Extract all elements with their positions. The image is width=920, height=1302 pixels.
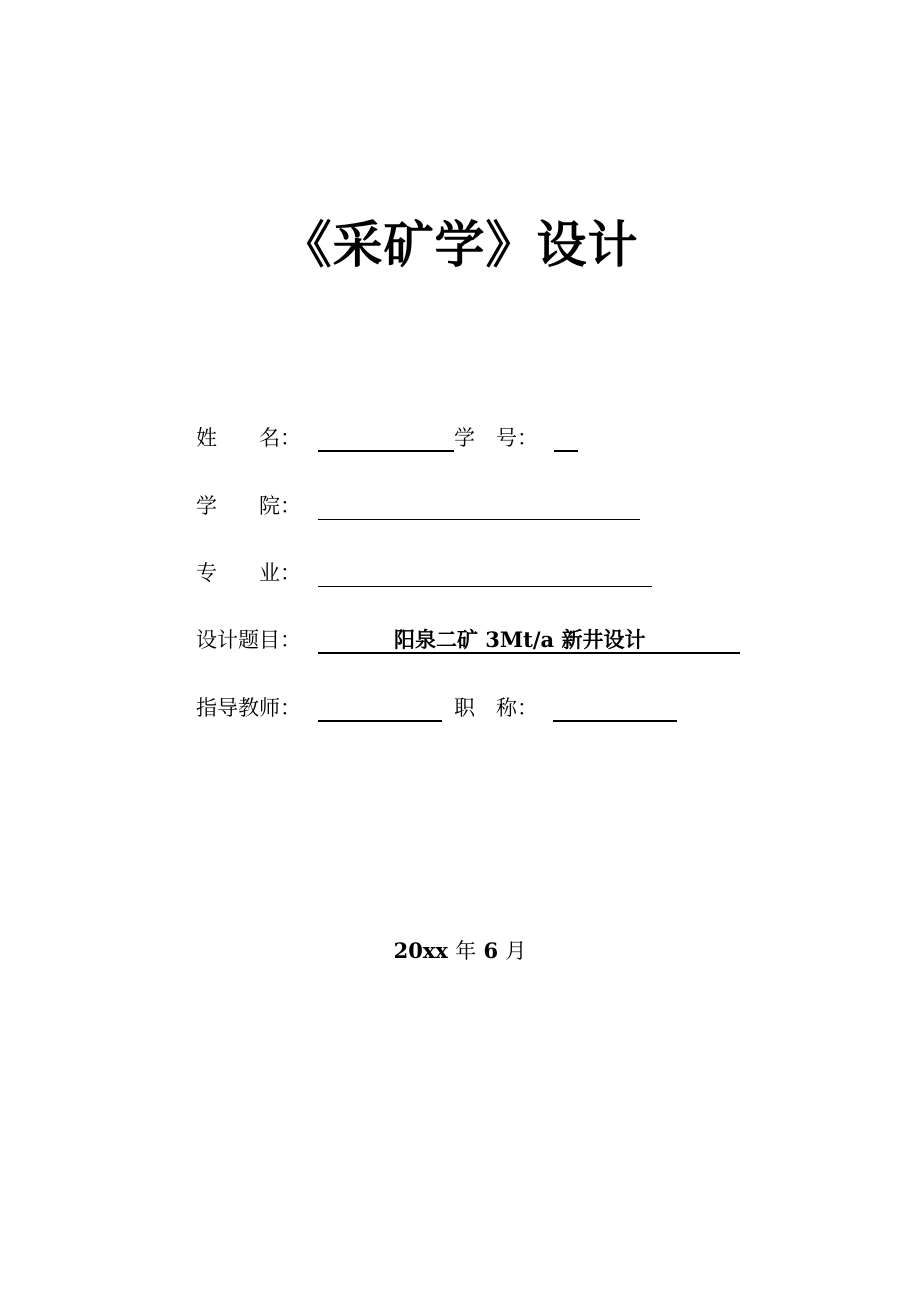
topic-row bbox=[196, 623, 756, 657]
date-year: 20xx bbox=[393, 938, 448, 963]
advisor-label: 指导教师： bbox=[196, 696, 301, 720]
date-year-unit: 年 bbox=[455, 939, 477, 963]
advisor-row bbox=[196, 691, 696, 725]
major-row bbox=[196, 556, 666, 590]
advisor-field[interactable] bbox=[318, 720, 442, 722]
date-month-unit: 月 bbox=[505, 939, 527, 963]
college-row bbox=[196, 489, 656, 523]
topic-value: 阳泉二矿 3Mt/a 新井设计 bbox=[394, 627, 646, 652]
student-id-field[interactable] bbox=[554, 450, 578, 452]
college-field[interactable] bbox=[318, 519, 640, 520]
name-field[interactable] bbox=[318, 450, 454, 452]
rank-label: 职 称： bbox=[454, 696, 538, 720]
major-label: 专 业： bbox=[196, 561, 301, 585]
document-date bbox=[0, 934, 920, 968]
document-title: 《采矿学》设计 bbox=[281, 216, 639, 274]
date-month: 6 bbox=[483, 938, 499, 963]
major-field[interactable] bbox=[318, 586, 652, 587]
topic-label: 设计题目： bbox=[196, 628, 301, 652]
rank-field[interactable] bbox=[553, 720, 677, 722]
name-row bbox=[196, 421, 616, 455]
college-label: 学 院： bbox=[196, 494, 301, 518]
name-label: 姓 名： bbox=[196, 426, 301, 450]
student-id-label: 学 号： bbox=[454, 426, 538, 450]
